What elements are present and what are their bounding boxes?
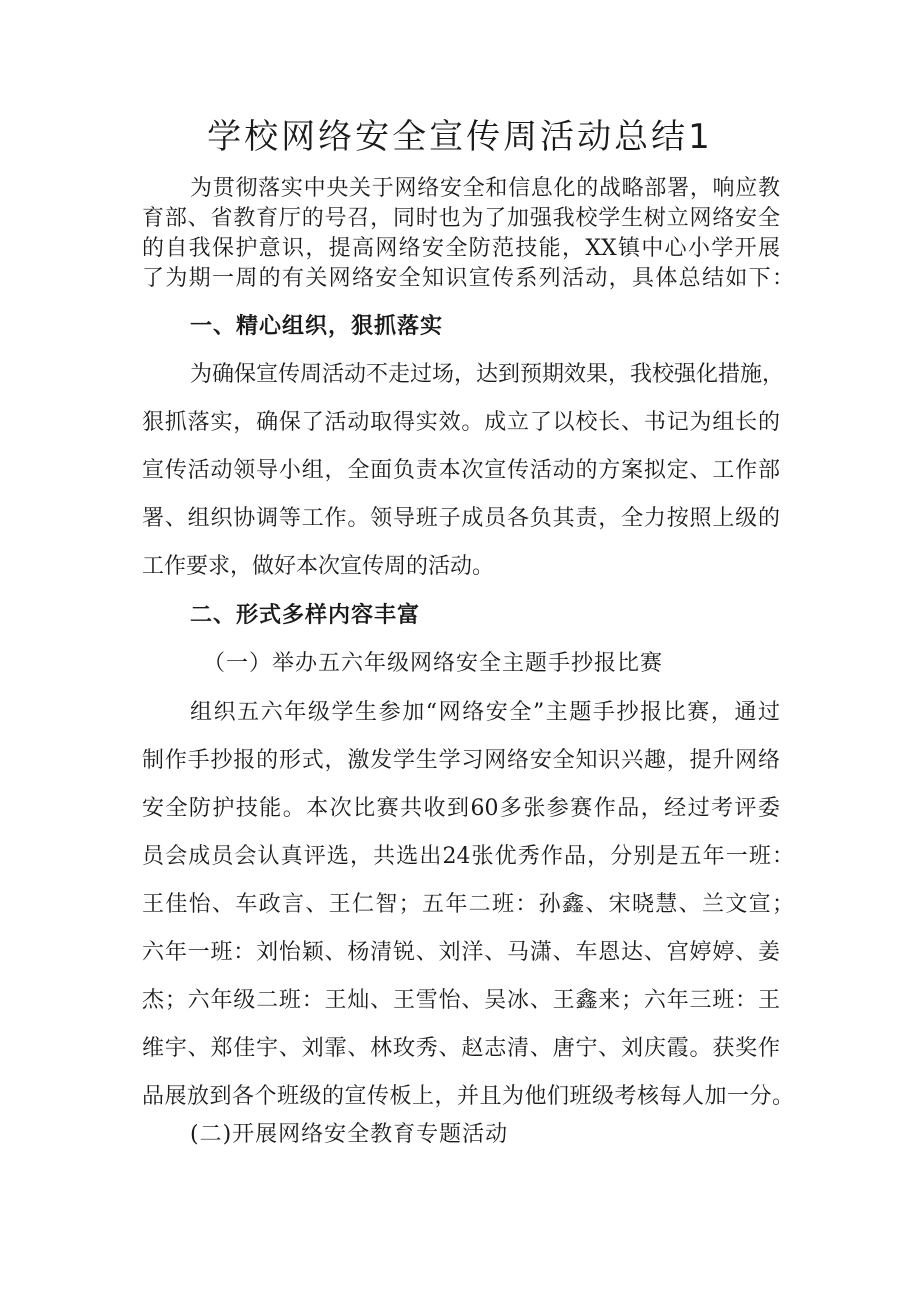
document-title: 学校网络安全宣传周活动总结1: [207, 117, 713, 157]
subsection-1-line-7: 杰；六年级二班：王灿、王雪怡、吴冰、王鑫来；六年三班：王: [142, 988, 780, 1013]
subsection-1-line-1: 组织五六年级学生参加“网络安全”主题手抄报比赛，通过: [190, 700, 780, 725]
intro-line-2: 育部、省教育厅的号召，同时也为了加强我校学生树立网络安全: [142, 206, 780, 231]
intro-line-3: 的自我保护意识，提高网络安全防范技能，XX镇中心小学开展: [142, 236, 780, 261]
subsection-1-line-4: 员会成员会认真评选，共选出24张优秀作品，分别是五年一班：: [142, 844, 794, 869]
section-1-line-1: 为确保宣传周活动不走过场，达到预期效果，我校强化措施，: [190, 362, 785, 387]
subsection-1-line-8: 维宇、郑佳宇、刘霏、林玫秀、赵志清、唐宁、刘庆霞。获奖作: [142, 1036, 780, 1061]
section-1-heading: 一、精心组织，狠抓落实: [190, 314, 444, 339]
section-1-line-3: 宣传活动领导小组，全面负责本次宣传活动的方案拟定、工作部: [142, 458, 780, 483]
intro-line-1: 为贯彻落实中央关于网络安全和信息化的战略部署，响应教: [190, 176, 780, 201]
section-2-heading: 二、形式多样内容丰富: [190, 603, 421, 628]
intro-line-4: 了为期一周的有关网络安全知识宣传系列活动，具体总结如下：: [142, 266, 794, 291]
section-1-line-2: 狠抓落实，确保了活动取得实效。成立了以校长、书记为组长的: [142, 410, 780, 435]
subsection-1-line-6: 六年一班：刘怡颖、杨清锐、刘洋、马潇、车恩达、宫婷婷、姜: [142, 940, 780, 965]
subsection-1-line-2: 制作手抄报的形式，激发学生学习网络安全知识兴趣，提升网络: [142, 748, 780, 773]
subsection-1-line-5: 王佳怡、车政言、王仁智；五年二班：孙鑫、宋晓慧、兰文宣；: [142, 892, 794, 917]
subsection-1-line-3: 安全防护技能。本次比赛共收到60多张参赛作品，经过考评委: [142, 796, 780, 821]
subsection-1-heading: （一）举办五六年级网络安全主题手抄报比赛: [203, 651, 664, 676]
subsection-2-heading: (二)开展网络安全教育专题活动: [190, 1122, 509, 1147]
subsection-1-line-9: 品展放到各个班级的宣传板上，并且为他们班级考核每人加一分。: [142, 1084, 794, 1109]
section-1-line-4: 署、组织协调等工作。领导班子成员各负其责，全力按照上级的: [142, 506, 780, 531]
section-1-line-5: 工作要求，做好本次宣传周的活动。: [142, 554, 495, 579]
